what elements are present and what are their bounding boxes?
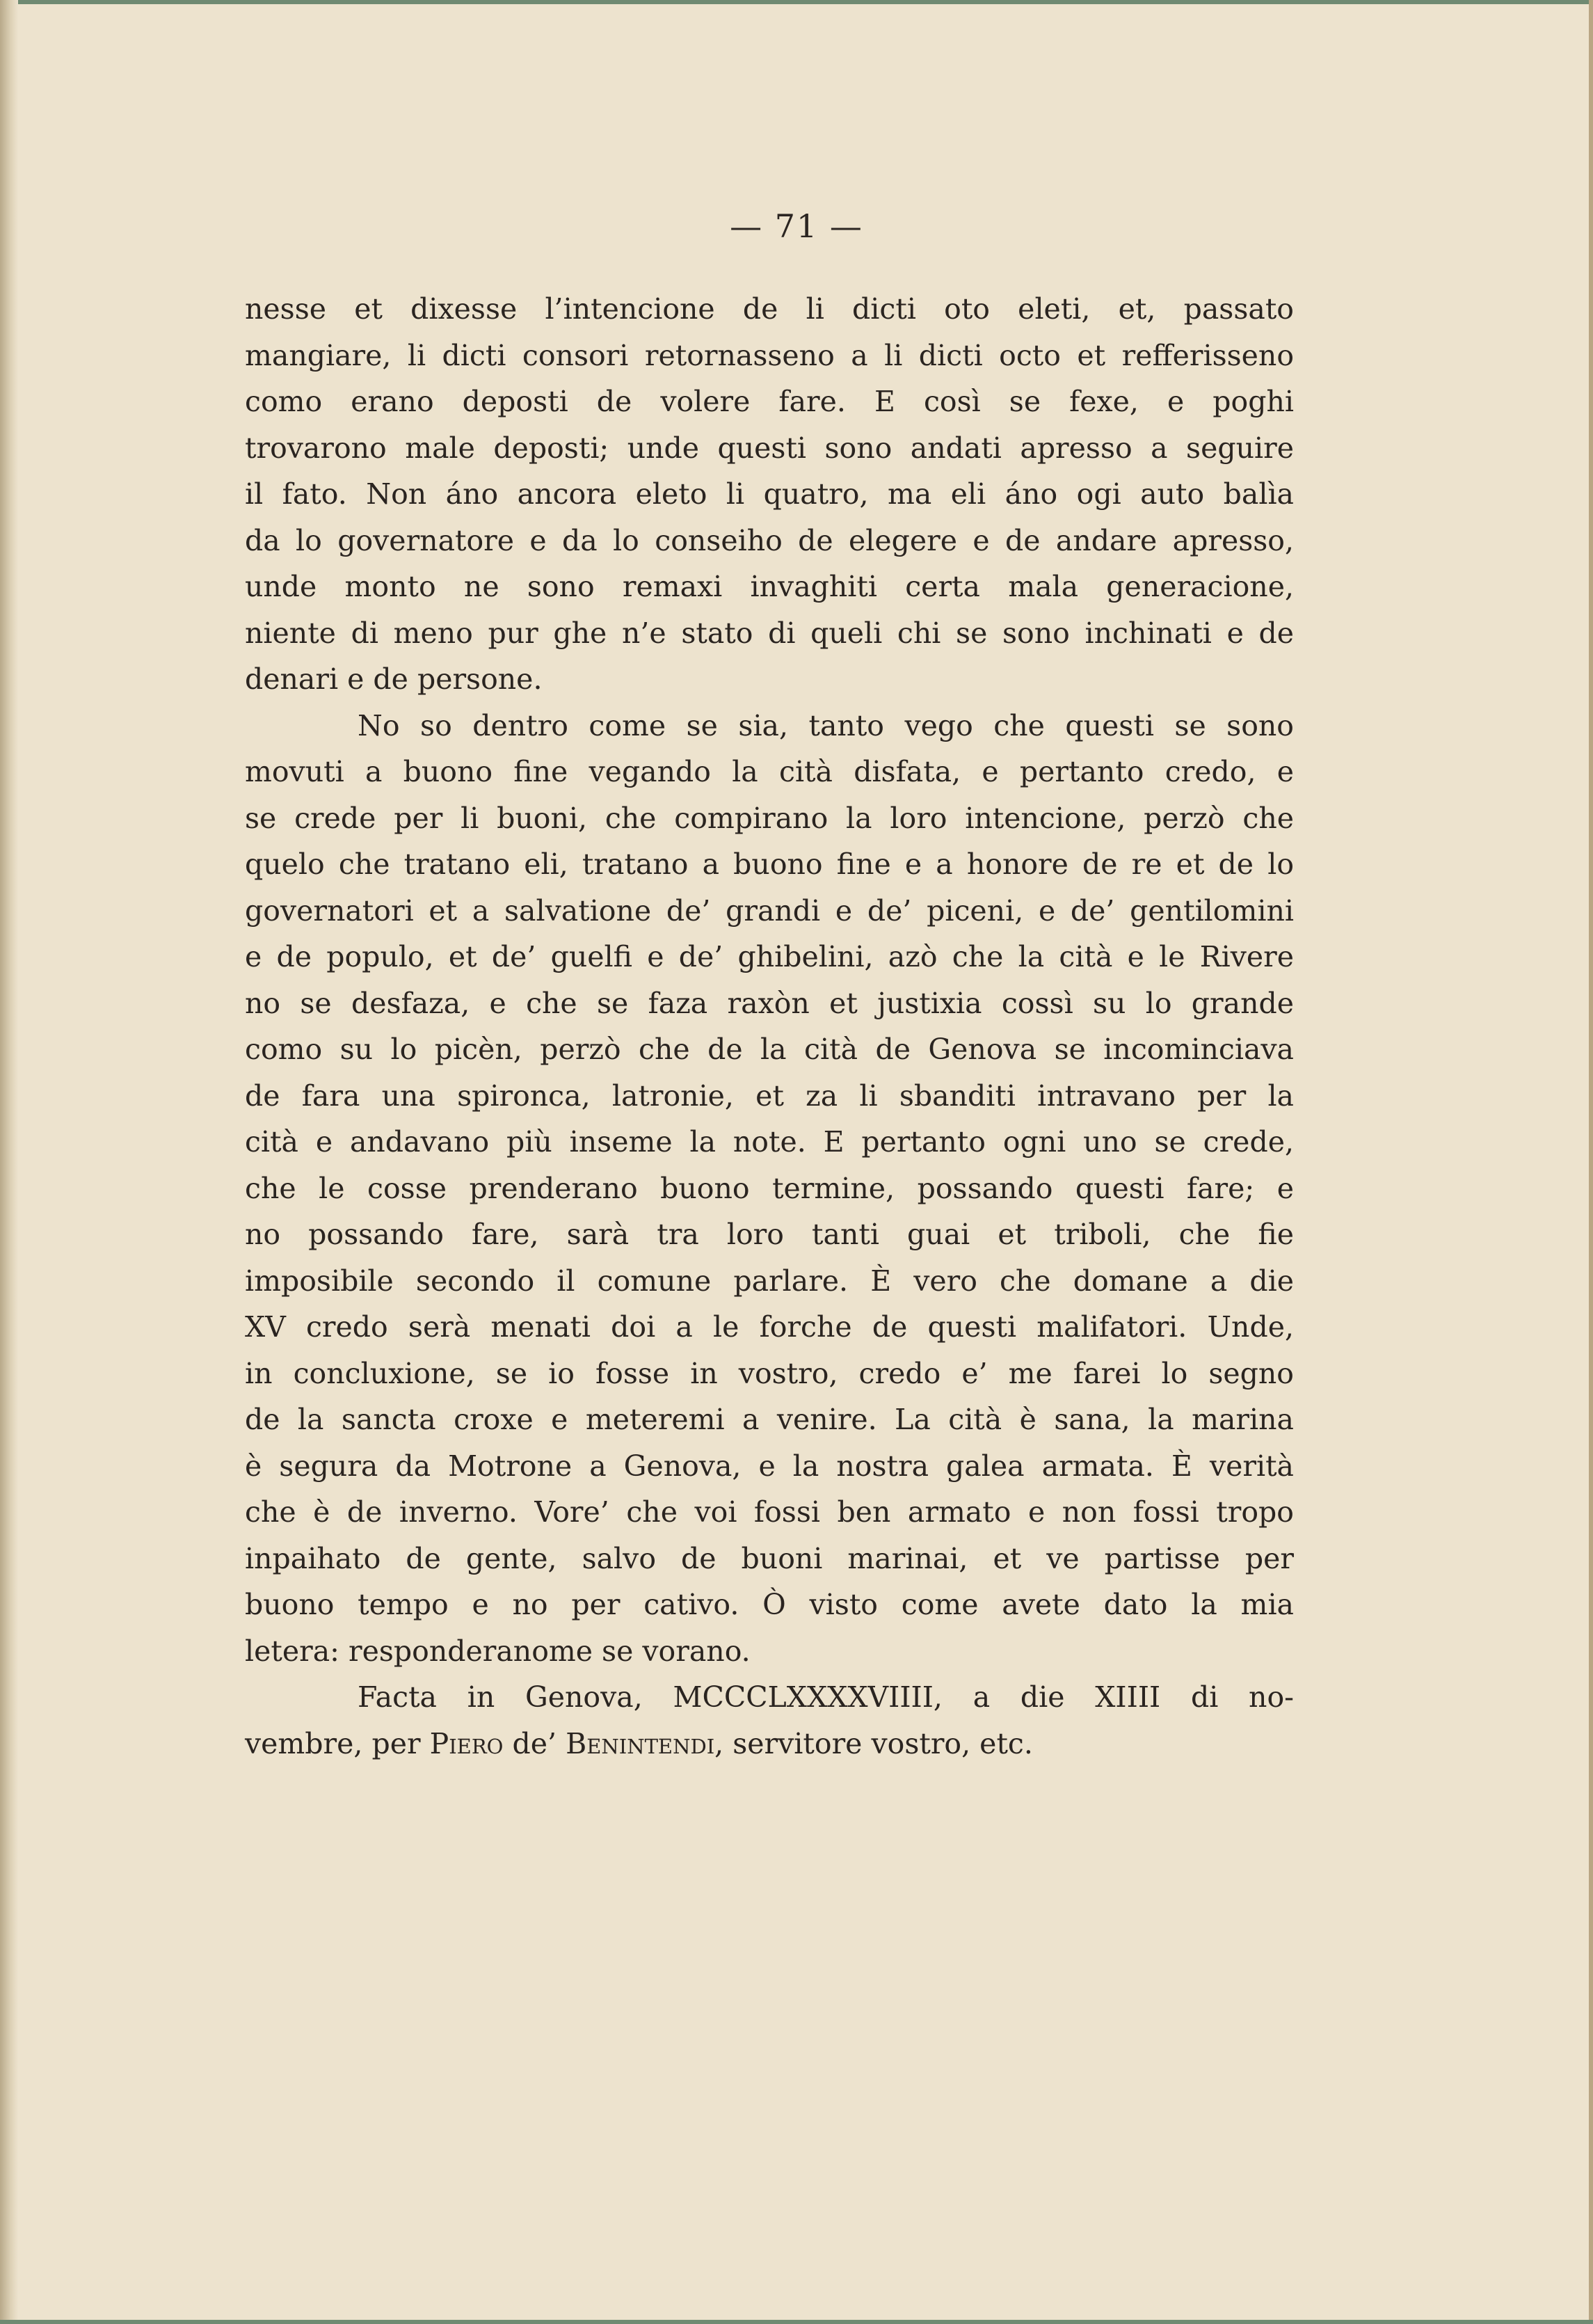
text-line: è segura da Motrone a Genova, e la nostra galea armata. È verità <box>245 1449 1294 1483</box>
text-line: in concluxione, se io fosse in vostro, credo e’ me farei lo segno <box>245 1356 1294 1390</box>
page-top-edge <box>0 0 1593 4</box>
text-line: no possando fare, sarà tra loro tanti guai et triboli, che fie <box>245 1218 1294 1251</box>
text-line: che è de inverno. Vore’ che voi fossi ben armato e non fossi tropo <box>245 1495 1294 1529</box>
text-line: imposibile secondo il comune parlare. È vero che domane a die <box>245 1264 1294 1298</box>
signature-line <box>245 1721 1294 1767</box>
text-line: niente di meno pur ghe n’e stato di queli chi se sono inchinati e de <box>245 616 1294 650</box>
page-number: — 71 — <box>730 207 863 245</box>
text-line: che le cosse prenderano buono termine, possando questi fare; e <box>245 1171 1294 1205</box>
paragraph-2 <box>245 703 1294 1675</box>
text-line: mangiare, li dicti consori retornasseno a li dicti octo et refferisseno <box>245 338 1294 372</box>
paragraph-closing <box>245 1674 1294 1767</box>
text-line: como erano deposti de volere fare. E così se fexe, e poghi <box>245 385 1294 418</box>
text-line: da lo governatore e da lo conseiho de elegere e de andare apresso, <box>245 523 1294 557</box>
text-line: Facta in Genova, MCCCLXXXXVIIII, a die XIIII di no- <box>358 1680 1294 1714</box>
page-bottom-edge <box>0 2320 1593 2324</box>
page-binding-edge <box>0 0 18 2324</box>
text-line: e de populo, et de’ guelfi e de’ ghibelini, azò che la cità e le Rivere <box>245 940 1294 973</box>
signature-prefix: vembre, per <box>245 1726 430 1760</box>
author-first-name: Piero <box>429 1726 504 1760</box>
text-line: nesse et dixesse l’intencione de li dicti oto eleti, et, passato <box>245 292 1294 326</box>
text-line: XV credo serà menati doi a le forche de questi malifatori. Unde, <box>245 1310 1294 1344</box>
text-line: il fato. Non áno ancora eleto li quatro, ma eli áno ogi auto balìa <box>245 477 1294 511</box>
text-line: se crede per li buoni, che compirano la loro intencione, perzò che <box>245 801 1294 835</box>
body-text <box>245 286 1294 1767</box>
text-line: no se desfaza, e che se faza raxòn et justixia cossì su lo grande <box>245 986 1294 1020</box>
text-line: buono tempo e no per cativo. Ò visto come avete dato la mia <box>245 1588 1294 1621</box>
page-right-edge <box>1589 0 1593 2324</box>
text-line: de la sancta croxe e meteremi a venire. La cità è sana, la marina <box>245 1403 1294 1436</box>
signature-middle: de’ <box>503 1726 566 1760</box>
text-line: movuti a buono fine vegando la cità disfata, e pertanto credo, e <box>245 755 1294 788</box>
text-line: cità e andavano più inseme la note. E pertanto ogni uno se crede, <box>245 1125 1294 1159</box>
text-line: denari e de persone. <box>245 662 543 696</box>
text-line: como su lo picèn, perzò che de la cità de Genova se incominciava <box>245 1033 1294 1066</box>
paragraph-1 <box>245 286 1294 703</box>
signature-suffix: , servitore vostro, etc. <box>714 1726 1033 1760</box>
author-last-name: Benintendi <box>566 1726 715 1760</box>
text-line: letera: responderanome se vorano. <box>245 1634 751 1668</box>
text-line: trovarono male deposti; unde questi sono andati apresso a seguire <box>245 431 1294 465</box>
text-line: de fara una spironca, latronie, et za li sbanditi intravano per la <box>245 1079 1294 1113</box>
text-line: No so dentro come se sia, tanto vego che questi se sono <box>358 708 1294 742</box>
text-line: unde monto ne sono remaxi invaghiti certa mala generacione, <box>245 570 1294 603</box>
text-line: inpaihato de gente, salvo de buoni marinai, et ve partisse per <box>245 1541 1294 1575</box>
text-line: governatori et a salvatione de’ grandi e de’ piceni, e de’ gentilomini <box>245 893 1294 928</box>
text-line: quelo che tratano eli, tratano a buono fine e a honore de re et de lo <box>245 847 1294 881</box>
